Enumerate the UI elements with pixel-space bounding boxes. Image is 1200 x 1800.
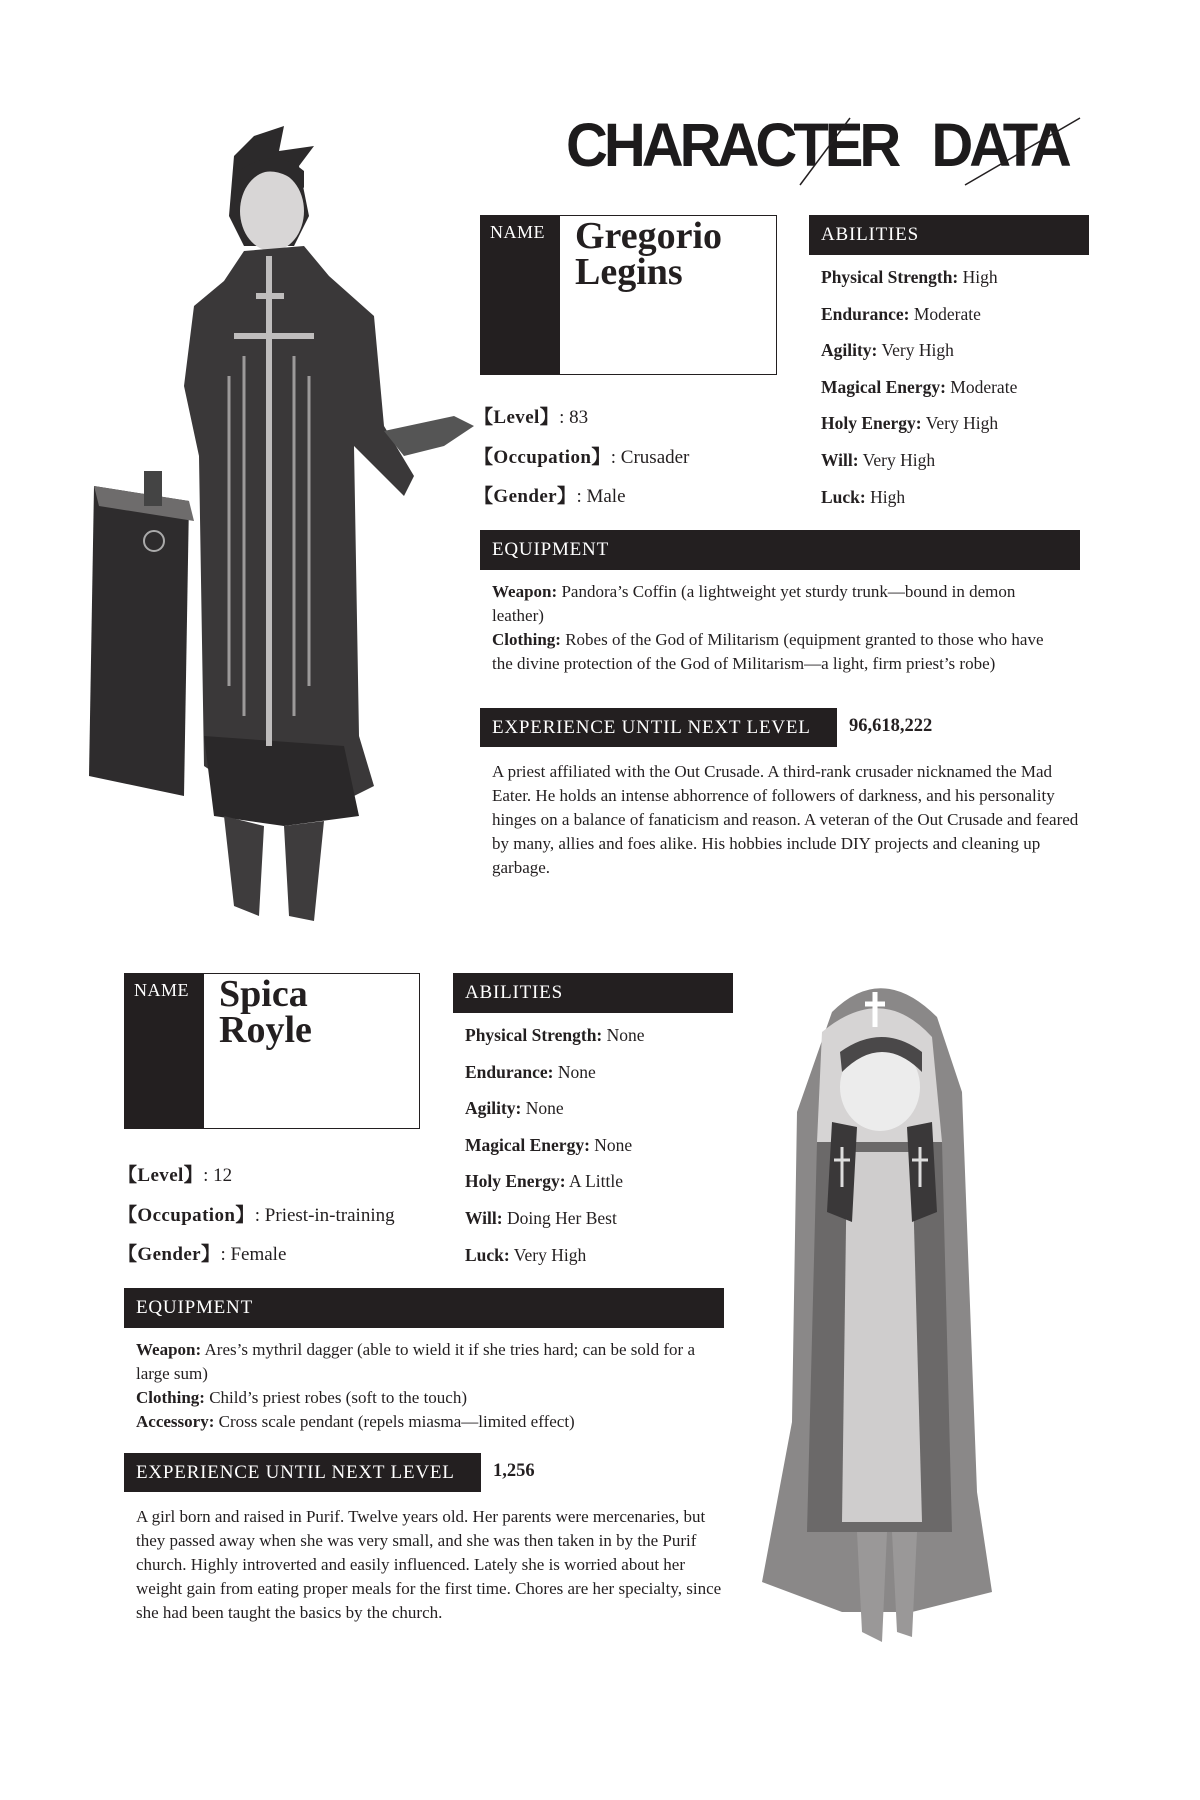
ability-row [821,411,998,448]
ability-value: None [525,1098,564,1119]
equipment-value: Cross scale pendant (repels miasma—limited effect) [218,1412,575,1431]
info-value: 12 [213,1165,233,1186]
ability-row [821,265,998,302]
info-value: Female [230,1244,287,1265]
experience-title: EXPERIENCE UNTIL NEXT LEVEL [136,1461,455,1483]
ability-label: Holy Energy: [465,1171,566,1192]
name-line: Legins [575,251,683,293]
ability-value: Moderate [950,376,1018,397]
ability-label: Holy Energy: [821,413,922,434]
info-level: 【Level】: 12 [118,1165,233,1186]
equipment-label: Weapon: [492,582,558,601]
info-value: Crusader [620,446,690,468]
title-word-character: CHARACTER [566,111,898,180]
ability-value: Doing Her Best [506,1208,617,1228]
name-box [480,215,777,375]
info-value: Priest-in-training [264,1204,395,1226]
equipment-item [136,1338,712,1386]
equipment-label: Clothing: [492,630,561,649]
experience-value: 96,618,222 [849,716,933,736]
ability-row [821,302,981,339]
ability-row [465,1206,617,1243]
name-line: Gregorio [575,215,723,257]
abilities-title: ABILITIES [821,224,919,245]
ability-value: Very High [925,413,999,434]
ability-value: Very High [513,1244,587,1265]
ability-row [821,375,1017,412]
info-key: 【Level】 [118,1165,204,1186]
equipment-value: Pandora’s Coffin (a lightweight yet sturdy trunk—bound in demon leather) [492,582,1016,625]
equipment-title: EQUIPMENT [492,539,609,560]
info-value: 83 [569,407,589,428]
equipment-label: Accessory: [136,1412,215,1431]
info-occupation: 【Occupation】: Priest-in-training [118,1204,395,1226]
ability-value: None [594,1134,633,1155]
ability-value: A Little [569,1171,623,1192]
ability-label: Physical Strength: [821,267,959,287]
equipment-value: Ares’s mythril dagger (able to wield it if she tries hard; can be sold for a large sum) [136,1340,695,1383]
abilities-header [809,215,1089,255]
info-gender: 【Gender】: Male [474,486,626,507]
ability-label: Physical Strength: [465,1025,603,1045]
ability-label: Magical Energy: [465,1134,590,1155]
equipment-value: Robes of the God of Militarism (equipment granted to those who have the divine protection of the God of Militarism—a light, firm priest’s robe) [492,630,1044,673]
info-key: 【Occupation】 [474,446,611,468]
name-line: Spica [219,973,308,1015]
name-line: Royle [219,1009,312,1051]
ability-row [465,1023,645,1060]
name-label: NAME [490,222,545,242]
info-key: 【Occupation】 [118,1204,255,1226]
ability-value: Very High [881,340,954,361]
equipment-item [492,580,1068,628]
ability-label: Agility: [465,1098,522,1119]
equipment-list [136,1338,712,1434]
ability-label: Agility: [821,340,878,361]
equipment-list [492,580,1068,676]
equipment-header [480,530,1080,570]
ability-label: Endurance: [465,1061,554,1082]
experience-value: 1,256 [493,1461,535,1481]
experience-header [124,1453,481,1492]
ability-label: Magical Energy: [821,376,946,397]
info-gender: 【Gender】: Female [118,1244,287,1265]
equipment-header [124,1288,724,1328]
ability-label: Luck: [821,486,866,507]
abilities-header [453,973,733,1013]
info-occupation: 【Occupation】: Crusader [474,446,690,468]
ability-row [465,1243,586,1280]
equipment-item [136,1410,712,1434]
ability-label: Will: [821,450,859,470]
ability-row [465,1060,596,1097]
equipment-title: EQUIPMENT [136,1297,253,1318]
character-name [219,973,312,1051]
ability-value: Moderate [913,303,981,324]
character-name [575,215,723,293]
equipment-label: Clothing: [136,1388,205,1407]
name-label: NAME [134,980,189,1000]
equipment-item [136,1386,712,1410]
info-key: 【Gender】 [118,1244,221,1265]
character-bio: A girl born and raised in Purif. Twelve years old. Her parents were mercenaries, but they passed away when she was very small, and she was then taken in by the Purif church. Highly introverted and easily influenced. Lately she is worried about her weight gain from eating proper meals for the first time. Chores are her specialty, since she had been taught the basics by the church. [136,1507,722,1622]
info-level: 【Level】: 83 [474,407,589,428]
ability-row [821,485,905,522]
info-value: Male [586,486,626,507]
name-box [124,973,420,1129]
ability-label: Luck: [465,1244,510,1265]
ability-row [465,1169,623,1206]
character-bio: A priest affiliated with the Out Crusade. A third-rank crusader nicknamed the Mad Eater. He holds an intense abhorrence of followers of darkness, and his personality hinges on a balance of fanaticism and reason. A veteran of the Out Crusade and feared by many, allies and foes alike. His hobbies include DIY projects and cleaning up garbage. [492,762,1079,877]
abilities-title: ABILITIES [465,982,563,1003]
title-slash-decoration [560,110,1090,190]
experience-title: EXPERIENCE UNTIL NEXT LEVEL [492,716,811,738]
equipment-value: Child’s priest robes (soft to the touch) [209,1388,468,1407]
title-word-data: DATA [931,111,1068,180]
experience-header [480,708,837,747]
info-key: 【Gender】 [474,486,577,507]
ability-value: None [557,1061,596,1082]
ability-label: Will: [465,1208,503,1228]
gregorio-illustration [84,126,474,921]
ability-row [465,1096,564,1133]
ability-row [821,338,954,375]
equipment-item [492,628,1068,676]
ability-value: Very High [862,450,936,470]
ability-value: None [606,1025,645,1045]
ability-row [465,1133,632,1170]
info-key: 【Level】 [474,407,560,428]
ability-row [821,448,935,485]
ability-value: High [962,267,998,287]
equipment-label: Weapon: [136,1340,202,1359]
ability-label: Endurance: [821,303,910,324]
spica-illustration [762,972,1002,1662]
ability-value: High [870,486,906,507]
